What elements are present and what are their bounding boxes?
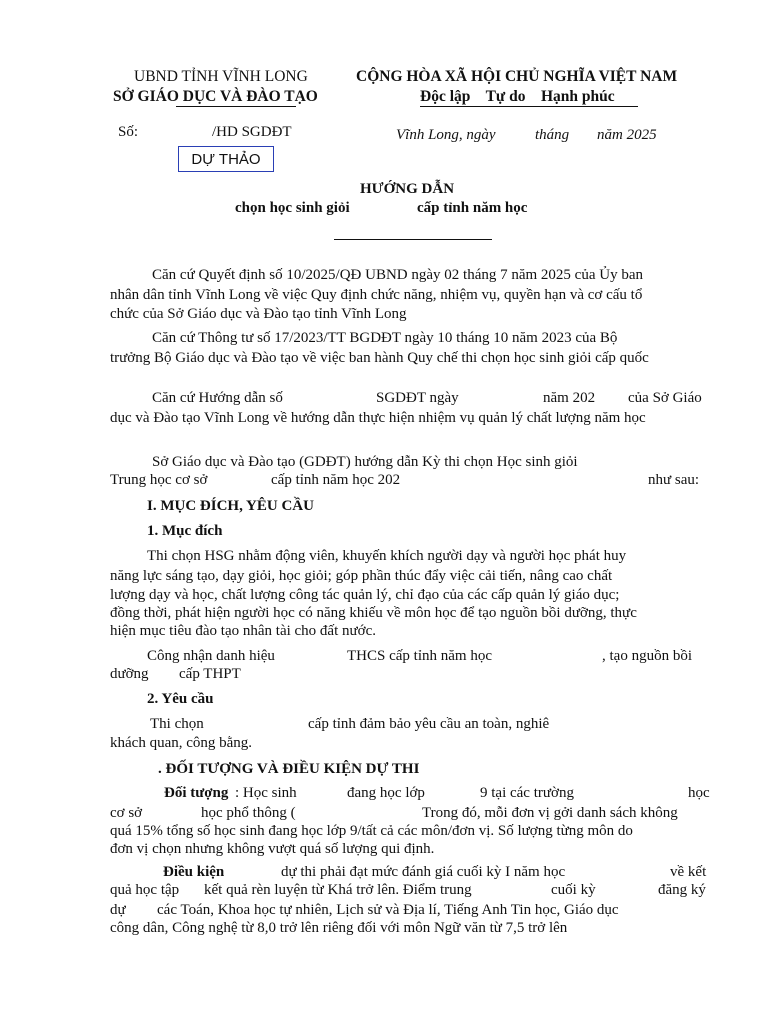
- p9-part-c: quả học tập: [110, 882, 180, 898]
- place-date-nam: năm 2025: [597, 127, 657, 143]
- section-2-heading: . ĐỐI TƯỢNG VÀ ĐIỀU KIỆN DỰ THI: [158, 761, 420, 777]
- org-underline: [176, 106, 296, 107]
- p2-line2: trưởng Bộ Giáo dục và Đào tạo về việc ban hành Quy chế thi chọn học sinh giỏi cấp quốc: [110, 350, 649, 366]
- nation-name: CỘNG HÒA XÃ HỘI CHỦ NGHĨA VIỆT NAM: [356, 68, 678, 85]
- p3-part-b: SGDĐT ngày: [376, 390, 459, 406]
- section-1-2-heading: 2. Yêu cầu: [147, 691, 214, 707]
- p6-part-a: Công nhận danh hiệu: [147, 648, 275, 664]
- p5-line2: năng lực sáng tạo, dạy giỏi, học giỏi; góp phần thúc đẩy việc cải tiến, nâng cao chất: [110, 568, 613, 584]
- doc-subtitle-b: cấp tỉnh năm học: [417, 200, 528, 216]
- p6-part-b: THCS cấp tỉnh năm học: [347, 648, 492, 664]
- p8-part-a: : Học sinh: [235, 785, 297, 801]
- p4-line1: Sở Giáo dục và Đào tạo (GDĐT) hướng dẫn Kỳ thi chọn Học sinh giỏi: [152, 454, 578, 470]
- p6-part-e: cấp THPT: [179, 666, 241, 682]
- p9-part-g: dự: [110, 902, 126, 918]
- p3-line2: dục và Đào tạo Vĩnh Long về hướng dẫn thực hiện nhiệm vụ quản lý chất lượng năm học: [110, 410, 646, 426]
- p9-part-a: dự thi phải đạt mức đánh giá cuối kỳ I năm học: [281, 864, 566, 880]
- doc-number-suffix: /HD SGDĐT: [212, 124, 292, 140]
- p5-line5: hiện mục tiêu đào tạo nhân tài cho đất nước.: [110, 623, 376, 639]
- p1-line1: Căn cứ Quyết định số 10/2025/QĐ UBND ngày 02 tháng 7 năm 2025 của Ủy ban: [152, 267, 643, 283]
- p9-part-f: đăng ký: [658, 882, 706, 898]
- motto-underline: [420, 106, 638, 107]
- p8-part-g: Trong đó, mỗi đơn vị gởi danh sách không: [422, 805, 678, 821]
- p8-part-c: 9 tại các trường: [480, 785, 574, 801]
- p9-part-e: cuối kỳ: [551, 882, 596, 898]
- p3-part-d: của Sở Giáo: [628, 390, 702, 406]
- p1-line3: chức của Sở Giáo dục và Đào tạo tỉnh Vĩnh Long: [110, 306, 407, 322]
- p7-part-a: Thi chọn: [150, 716, 204, 732]
- doc-number-prefix: Số:: [118, 124, 139, 140]
- place-date-ngay: Vĩnh Long, ngày: [396, 127, 496, 143]
- p2-line1: Căn cứ Thông tư số 17/2023/TT BGDĐT ngày 10 tháng 10 năm 2023 của Bộ: [152, 330, 618, 346]
- p7-line2: khách quan, công bằng.: [110, 735, 253, 751]
- p6-part-d: dưỡng: [110, 666, 149, 682]
- p4-part-c: như sau:: [648, 472, 700, 488]
- p3-part-a: Căn cứ Hướng dẫn số: [152, 390, 283, 406]
- p8-part-f: học phổ thông (: [201, 805, 296, 821]
- p9-part-d: kết quả rèn luyện từ Khá trở lên. Điểm trung: [204, 882, 472, 898]
- p8-label: Đối tượng: [164, 785, 229, 801]
- p9-part-h: các Toán, Khoa học tự nhiên, Lịch sử và Địa lí, Tiếng Anh Tin học, Giáo dục: [157, 902, 619, 918]
- p4-part-a: Trung học cơ sở: [110, 472, 208, 488]
- doc-title: HƯỚNG DẪN: [360, 181, 455, 197]
- p8-part-e: cơ sở: [110, 805, 143, 821]
- org-name-line1: UBND TỈNH VĨNH LONG: [134, 68, 308, 85]
- p8-part-d: học: [688, 785, 710, 801]
- section-1-heading: I. MỤC ĐÍCH, YÊU CẦU: [147, 498, 314, 514]
- p5-line3: lượng dạy và học, chất lượng công tác quản lý, chỉ đạo của các cấp quản lý giáo dục;: [110, 587, 620, 603]
- p5-line4: đồng thời, phát hiện người học có năng khiếu về môn học để tạo nguồn bồi dưỡng, thực: [110, 605, 637, 621]
- section-1-1-heading: 1. Mục đích: [147, 523, 223, 539]
- org-name-line2: SỞ GIÁO DỤC VÀ ĐÀO TẠO: [113, 88, 318, 105]
- place-date-thang: tháng: [535, 127, 570, 143]
- motto: Độc lập Tự do Hạnh phúc: [420, 88, 615, 105]
- p9-part-b: về kết: [670, 864, 707, 880]
- p8-line4: đơn vị chọn nhưng không vượt quá số lượng qui định.: [110, 841, 435, 857]
- doc-subtitle-a: chọn học sinh giỏi: [235, 200, 350, 216]
- p9-line4: công dân, Công nghệ từ 8,0 trở lên riêng đối với môn Ngữ văn từ 7,5 trở lên: [110, 920, 568, 936]
- draft-stamp: DỰ THẢO: [178, 146, 274, 172]
- p9-label: Điều kiện: [163, 864, 225, 880]
- p4-part-b: cấp tỉnh năm học 202: [271, 472, 401, 488]
- p1-line2: nhân dân tỉnh Vĩnh Long về việc Quy định chức năng, nhiệm vụ, quyền hạn và cơ cấu tổ: [110, 287, 643, 303]
- p6-part-c: , tạo nguồn bồi: [602, 648, 692, 664]
- p8-line3: quá 15% tổng số học sinh đang học lớp 9/tất cả các môn/đơn vị. Số lượng từng môn do: [110, 823, 633, 839]
- p5-line1: Thi chọn HSG nhằm động viên, khuyến khích người dạy và người học phát huy: [147, 548, 627, 564]
- p3-part-c: năm 202: [543, 390, 596, 406]
- p7-part-b: cấp tỉnh đảm bảo yêu cầu an toàn, nghiê: [308, 716, 550, 732]
- p8-part-b: đang học lớp: [347, 785, 425, 801]
- title-underline: [334, 239, 492, 240]
